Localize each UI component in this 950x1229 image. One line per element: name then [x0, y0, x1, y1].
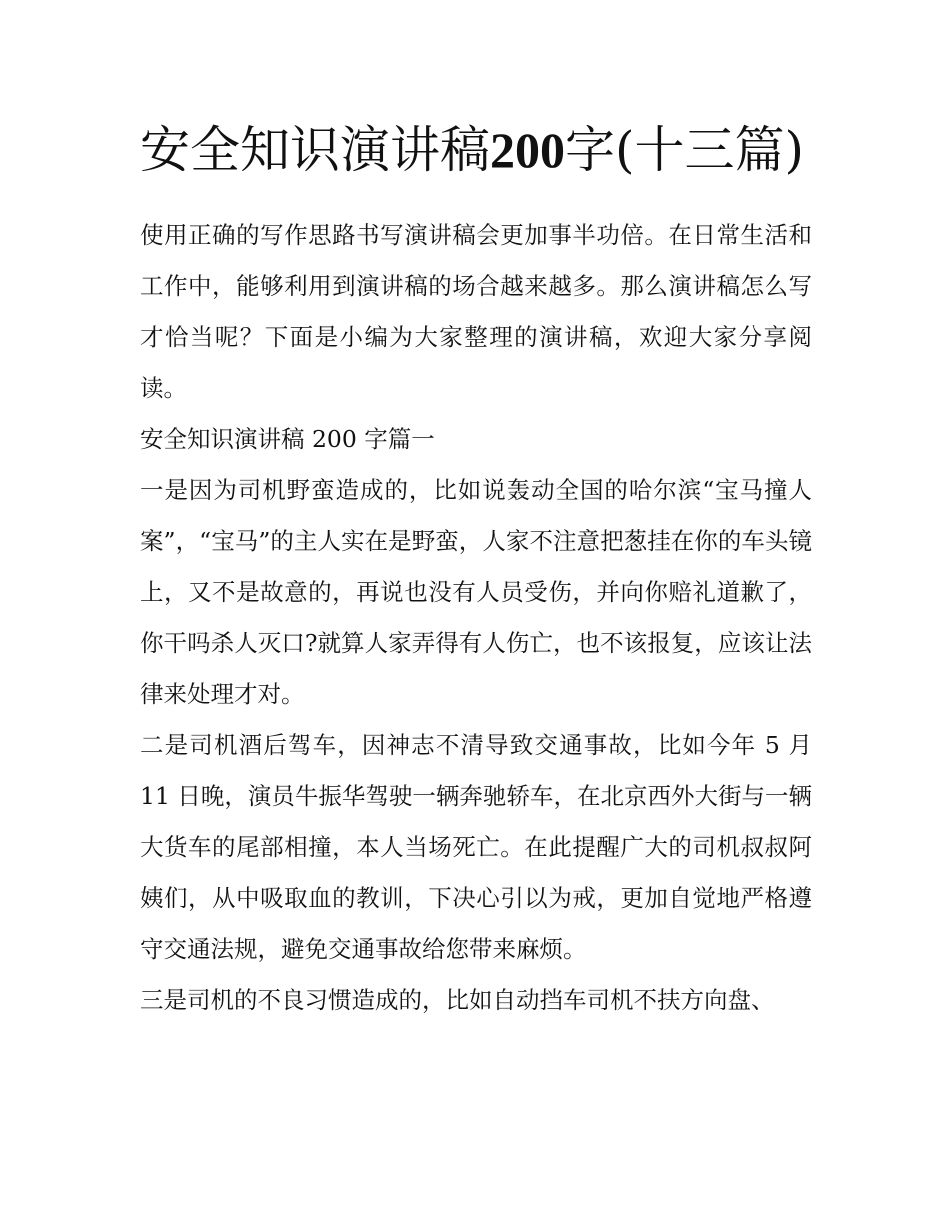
document-page: [140, 112, 812, 1026]
body-paragraph: 一是因为司机野蛮造成的，比如说轰动全国的哈尔滨“宝马撞人案”，“宝马”的主人实在是野蛮，人家不注意把葱挂在你的车头镜上，又不是故意的，再说也没有人员受伤，并向你赔礼道歉了，你干吗杀人灭口?就算人家弄得有人伤亡，也不该报复，应该让法律来处理才对。: [140, 476, 812, 708]
section-heading: 安全知识演讲稿 200 字篇一: [140, 425, 435, 453]
title-number: 200: [490, 122, 565, 178]
intro-paragraph: 使用正确的写作思路书写演讲稿会更加事半功倍。在日常生活和工作中，能够利用到演讲稿的场合越来越多。那么演讲稿怎么写才恰当呢？下面是小编为大家整理的演讲稿，欢迎大家分享阅读。: [140, 221, 812, 402]
title-text-part2: 字(十三篇): [565, 121, 805, 179]
body-paragraph: 三是司机的不良习惯造成的，比如自动挡车司机不扶方向盘、: [140, 986, 775, 1014]
body-paragraph: 二是司机酒后驾车，因神志不清导致交通事故，比如今年 5 月 11 日晚，演员牛振华驾驶一辆奔驰轿车，在北京西外大街与一辆大货车的尾部相撞，本人当场死亡。在此提醒广大的司机叔叔阿姨们，从中吸取血的教训，下决心引以为戒，更加自觉地严格遵守交通法规，避免交通事故给您带来麻烦。: [140, 731, 812, 963]
document-title: [140, 112, 812, 188]
title-text-part1: 安全知识演讲稿: [140, 121, 490, 179]
